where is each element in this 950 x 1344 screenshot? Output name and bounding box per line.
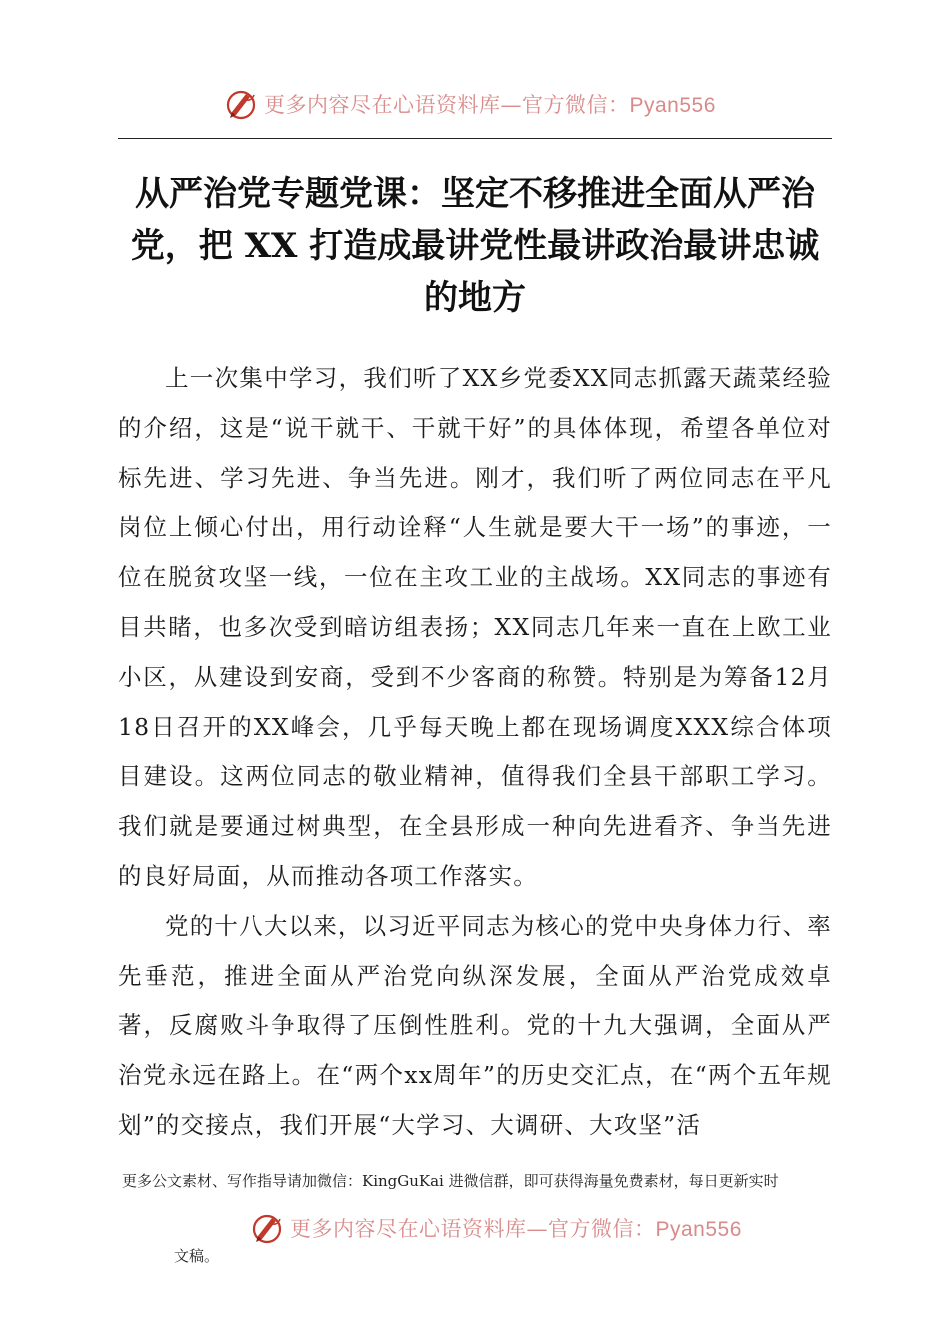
header-watermark-banner <box>224 84 716 124</box>
header-wechat-id: Pyan556 <box>629 94 716 117</box>
footer-watermark-banner <box>250 1208 742 1248</box>
title-line-3: 的地方 <box>424 278 526 318</box>
footer-note-tail: 文稿。 <box>174 1247 220 1265</box>
title-line-1: 从严治党专题党课：坚定不移推进全面从严治 <box>135 174 815 214</box>
footer-note: 更多公文素材、写作指导请加微信：KingGuKai 进微信群，即可获得海量免费素材，每日更新实时 <box>122 1172 779 1190</box>
title-line-2: 党，把 XX 打造成最讲党性最讲政治最讲忠诚 <box>130 226 820 266</box>
paragraph-2: 党的十八大以来，以习近平同志为核心的党中央身体力行、率先垂范，推进全面从严治党向纵深发展，全面从严治党成效卓著，反腐败斗争取得了压倒性胜利。党的十九大强调，全面从严治党永远在路上。在“两个xx周年”的历史交汇点，在“两个五年规划”的交接点，我们开展“大学习、大调研、大攻坚”活 <box>118 911 832 1139</box>
footer-wechat-id: Pyan556 <box>655 1218 742 1241</box>
pen-on-paper-logo-icon <box>250 1210 286 1246</box>
header-banner-text: 更多内容尽在心语资料库—官方微信：Pyan556 <box>264 93 716 117</box>
pen-on-paper-logo-icon <box>224 86 260 122</box>
footer-banner-text: 更多内容尽在心语资料库—官方微信：Pyan556 <box>290 1217 742 1241</box>
header-divider <box>118 138 832 139</box>
document-body <box>118 354 832 1151</box>
paragraph-1: 上一次集中学习，我们听了XX乡党委XX同志抓露天蔬菜经验的介绍，这是“说干就干、干就干好”的具体体现，希望各单位对标先进、学习先进、争当先进。刚才，我们听了两位同志在平凡岗位上倾心付出，用行动诠释“人生就是要大干一场”的事迹，一位在脱贫攻坚一线，一位在主攻工业的主战场。XX同志的事迹有目共睹，也多次受到暗访组表扬；XX同志几年来一直在上欧工业小区，从建设到安商，受到不少客商的称赞。特别是为筹备12月18日召开的XX峰会，几乎每天晚上都在现场调度XXX综合体项目建设。这两位同志的敬业精神，值得我们全县干部职工学习。我们就是要通过树典型，在全县形成一种向先进看齐、争当先进的良好局面，从而推动各项工作落实。 <box>118 364 832 890</box>
document-title <box>110 168 840 324</box>
